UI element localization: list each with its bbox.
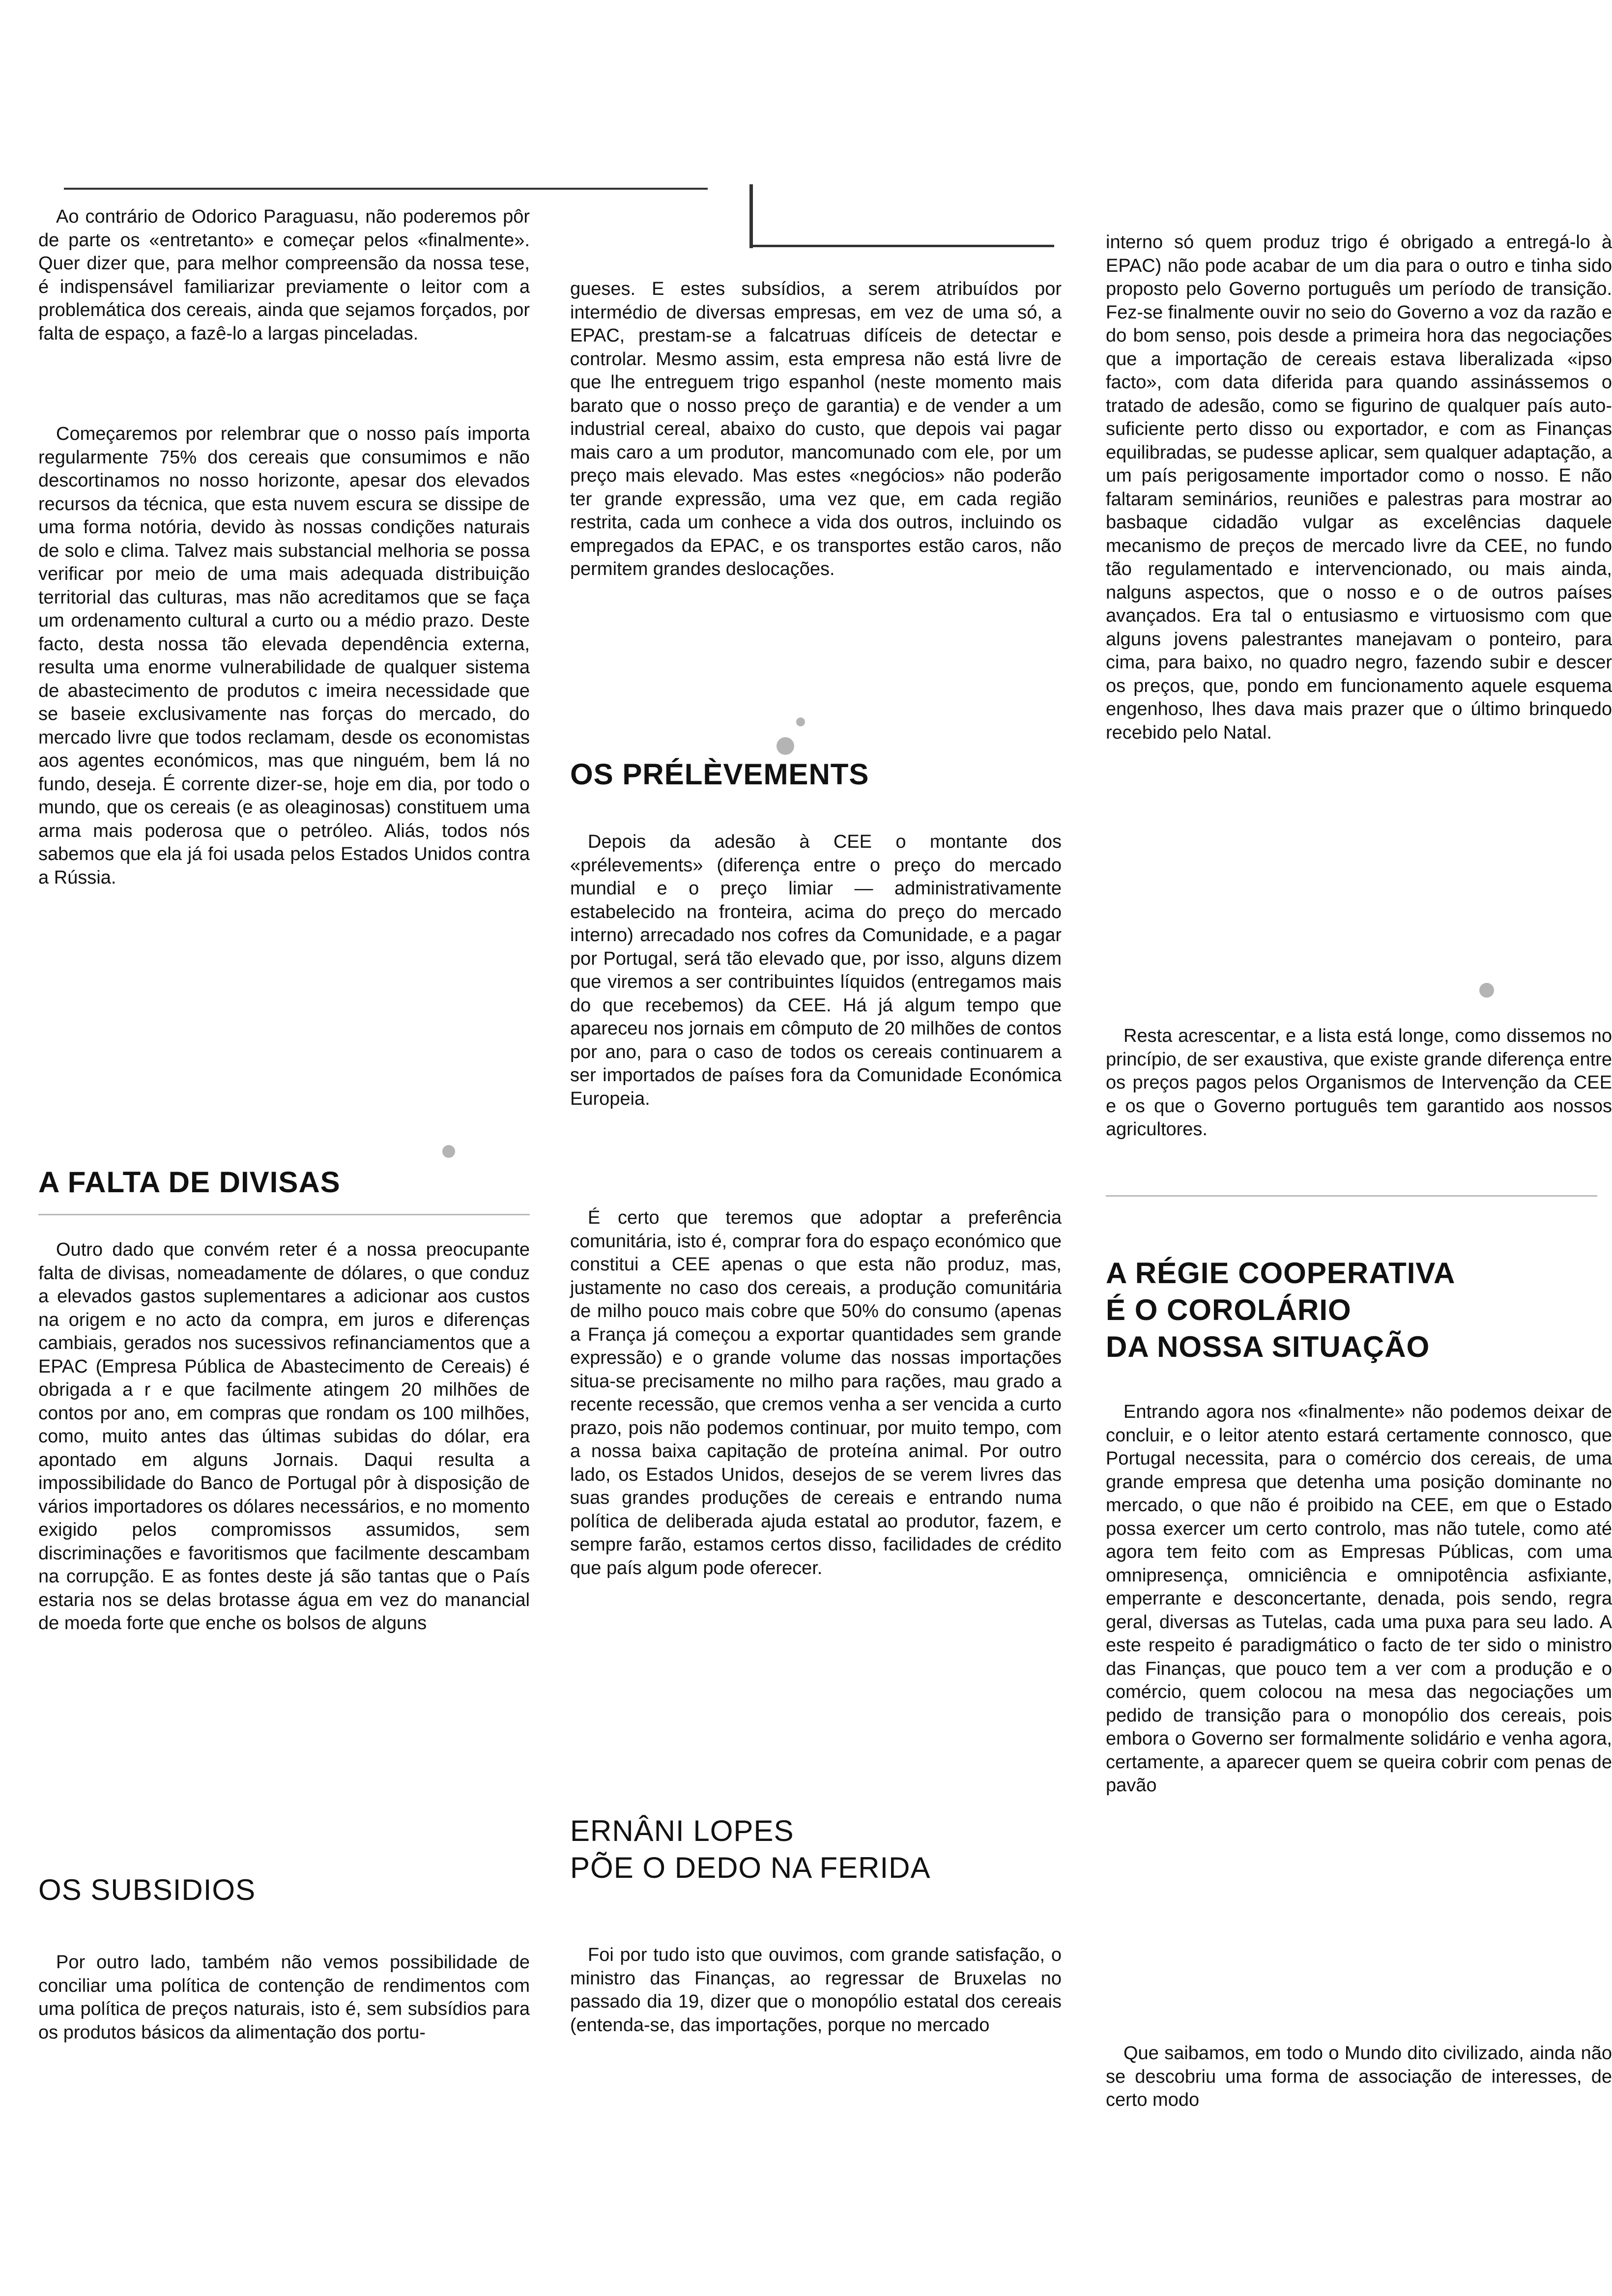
section-heading: A FALTA DE DIVISAS xyxy=(38,1166,341,1199)
section-heading: OS PRÉLÈVEMENTS xyxy=(570,758,869,791)
divider-col1-heading xyxy=(38,1214,530,1215)
scan-speck xyxy=(796,718,805,726)
paragraph: gueses. E estes subsídios, a serem atribuídos por intermédio de diversas empresas, em vez de uma só, a EPAC, prestam-se a falcatruas difíceis de detectar e controlar. Mesmo assim, esta empresa não está livre de que lhe entreguem trigo espanhol (neste momento mais barato que o nosso preço de garantia) e de vender a um industrial cereal, abaixo do custo, que depois vai pagar mais caro a um produtor, mancomunado com ele, por um preço mais elevado. Mas estes «negócios» não poderão ter grande expressão, uma vez que, em cada região restrita, cada um conhece a vida dos outros, incluindo os empregados da EPAC, e os transportes estão caros, não permitem grandes deslocações. xyxy=(570,279,1062,579)
section-heading: DA NOSSA SITUAÇÃO xyxy=(1106,1330,1430,1363)
paragraph: Que saibamos, em todo o Mundo dito civilizado, ainda não se descobriu uma forma de associação de interesses, de certo modo xyxy=(1106,2043,1612,2110)
paragraph: Foi por tudo isto que ouvimos, com grande satisfação, o ministro das Finanças, ao regressar de Bruxelas no passado dia 19, dizer que o monopólio estatal dos cereais (entenda-se, das importações, porque no mercado xyxy=(570,1945,1062,2036)
section-heading: ERNÂNI LOPES xyxy=(570,1814,794,1847)
paragraph: É certo que teremos que adoptar a preferência comunitária, isto é, comprar fora do espaço económico que constitui a CEE apenas o que esta não produz, mas, justamente no caso dos cereais, a produção comunitária de milho pouco mais cobre que 50% do consumo (apenas a França já começou a exportar quantidades sem grande expressão) e o grande volume das nossas importações situa-se precisamente no milho para rações, mau grado a recente recessão, que cremos venha a ser vencida a curto prazo, pois não podemos continuar, por muito tempo, com a nossa baixa capitação de proteína animal. Por outro lado, os Estados Unidos, desejos de se verem livres das suas grandes produções de cereais e entrando numa política de deliberada ajuda estatal ao produtor, fazem, e sempre farão, estamos certos disso, facilidades de crédito que país algum pode oferecer. xyxy=(570,1207,1062,1578)
section-heading: É O COROLÁRIO xyxy=(1106,1293,1352,1326)
paragraph: Começaremos por relembrar que o nosso país importa regularmente 75% dos cereais que consumimos e não descortinamos no nosso horizonte, apesar dos elevados recursos da técnica, que esta nuvem escura se dissipe de uma forma notória, devido às nossas condições naturais de solo e clima. Talvez mais substancial melhoria se possa verificar por meio de uma mais adequada distribuição territorial das culturas, mas não acreditamos que se faça um ordenamento cultural a curto ou a médio prazo. Deste facto, desta nossa tão elevada dependência externa, resulta uma enorme vulnerabilidade de qualquer sistema de abastecimento de produtos c imeira necessidade que se baseie exclusivamente nas forças do mercado, do mercado livre que todos reclamam, desde os economistas aos agentes económicos, mas que ninguém, bem lá no fundo, deseja. É corrente dizer-se, hoje em dia, por todo o mundo, que os cereais (e as oleaginosas) constituem uma arma mais poderosa que o petróleo. Aliás, todos nós sabemos que ela já foi usada pelos Estados Unidos contra a Rússia. xyxy=(38,424,530,888)
divider-col3-heading xyxy=(1106,1195,1597,1197)
section-heading: A RÉGIE COOPERATIVA xyxy=(1106,1257,1456,1290)
paragraph: Ao contrário de Odorico Paraguasu, não poderemos pôr de parte os «entretanto» e começar pelos «finalmente». Quer dizer que, para melhor compreensão da nossa tese, é indispensável familiarizar previamente o leitor com a problemática dos cereais, ainda que sejamos forçados, por falta de espaço, a fazê-lo a largas pinceladas. xyxy=(38,206,530,344)
corner-rule-vertical xyxy=(749,184,753,248)
scan-speck xyxy=(777,737,794,755)
paragraph: Depois da adesão à CEE o montante dos «prélevements» (diferença entre o preço do mercado mundial e o preço limiar — administrativamente estabelecido na fronteira, acima do preço do mercado interno) arrecadado nos cofres da Comunidade, e a pagar por Portugal, será tão elevado que, por isso, alguns dizem que viremos a ser contribuintes líquidos (entregamos mais do que recebemos) da CEE. Há já algum tempo que apareceu nos jornais em cômputo de 20 milhões de contos por ano, para o caso de todos os cereais continuarem a ser importados de países fora da Comunidade Económica Europeia. xyxy=(570,832,1062,1109)
section-heading: PÕE O DEDO NA FERIDA xyxy=(570,1851,931,1884)
paragraph: Por outro lado, também não vemos possibilidade de conciliar uma política de contenção de rendimentos com uma política de preços naturais, isto é, sem subsídios para os produtos básicos da alimentação dos portu- xyxy=(38,1952,530,2043)
scan-speck xyxy=(1479,983,1494,998)
scan-speck xyxy=(442,1145,455,1158)
paragraph: Outro dado que convém reter é a nossa preocupante falta de divisas, nomeadamente de dólares, o que conduz a elevados gastos suplementares a adicionar aos custos na origem e no acto da compra, em juros e diferenças cambiais, gerados nos sucessivos refinanciamentos que a EPAC (Empresa Pública de Abastecimento de Cereais) é obrigada a r e que facilmente atingem 20 milhões de contos por ano, em compras que rondam os 100 milhões, como, muito antes das últimas subidas do dólar, era apontado em alguns Jornais. Daqui resulta a impossibilidade do Banco de Portugal pôr à disposição de vários importadores os dólares necessários, e no momento exigido pelos compromissos assumidos, sem discriminações e favoritismos que facilmente descambam na corrupção. E as fontes deste já são tantas que o País estaria nos se delas brotasse água em vez do manancial de moeda forte que enche os bolsos de alguns xyxy=(38,1239,530,1634)
corner-rule-horizontal xyxy=(749,245,1054,247)
section-heading: OS SUBSIDIOS xyxy=(38,1873,256,1906)
paragraph: Entrando agora nos «finalmente» não podemos deixar de concluir, e o leitor atento estará certamente connosco, que Portugal necessita, para o comércio dos cereais, de uma grande empresa que detenha uma posição dominante no mercado, o que não é proibido na CEE, em que o Estado possa exercer um certo controlo, mas não tutele, como até agora tem feito com as Empresas Públicas, com uma omnipresença, omniciência e omnipotência asfixiante, emperrante e desconcertante, denada, pois sendo, regra geral, diversas as Tutelas, cada uma puxa para seu lado. A este respeito é paradigmático o facto de ter sido o ministro das Finanças, que pouco tem a ver com a produção e o comércio, quem colocou na mesa das negociações um pedido de transição para o monopólio dos cereais, pois embora o Governo ser formalmente solidário e venha agora, certamente, a aparecer quem se queira cobrir com penas de pavão xyxy=(1106,1402,1612,1796)
top-rule-left xyxy=(64,188,708,190)
paragraph: interno só quem produz trigo é obrigado a entregá-lo à EPAC) não pode acabar de um dia para o outro e tinha sido proposto pelo Governo português um período de transição. Fez-se finalmente ouvir no seio do Governo a voz da razão e do bom senso, pois desde a primeira hora das negociações que a importação de cereais estava liberalizada «ipso facto», com data diferida para quando assinássemos o tratado de adesão, como se figurino de qualquer país auto-suficiente perto disso ou exportador, e com as Finanças equilibradas, se pudesse aplicar, sem qualquer adaptação, a um país perigosamente importador como o nosso. E não faltaram seminários, reuniões e palestras para mostrar ao basbaque cidadão vulgar as excelências daquele mecanismo de preços de mercado livre da CEE, no fundo tão regulamentado e intervencionado, ou mais ainda, nalguns aspectos, que o nosso e o de outros países avançados. Era tal o entusiasmo e virtuosismo com que alguns jovens palestrantes manejavam o ponteiro, para cima, para baixo, no quadro negro, fazendo subir e descer os preços, que, pondo em funcionamento aquele esquema engenhoso, lhes dava mais prazer que o último brinquedo recebido pelo Natal. xyxy=(1106,232,1612,743)
paragraph: Resta acrescentar, e a lista está longe, como dissemos no princípio, de ser exaustiva, que existe grande diferença entre os preços pagos pelos Organismos de Intervenção da CEE e os que o Governo português tem garantido aos nossos agricultores. xyxy=(1106,1026,1612,1140)
